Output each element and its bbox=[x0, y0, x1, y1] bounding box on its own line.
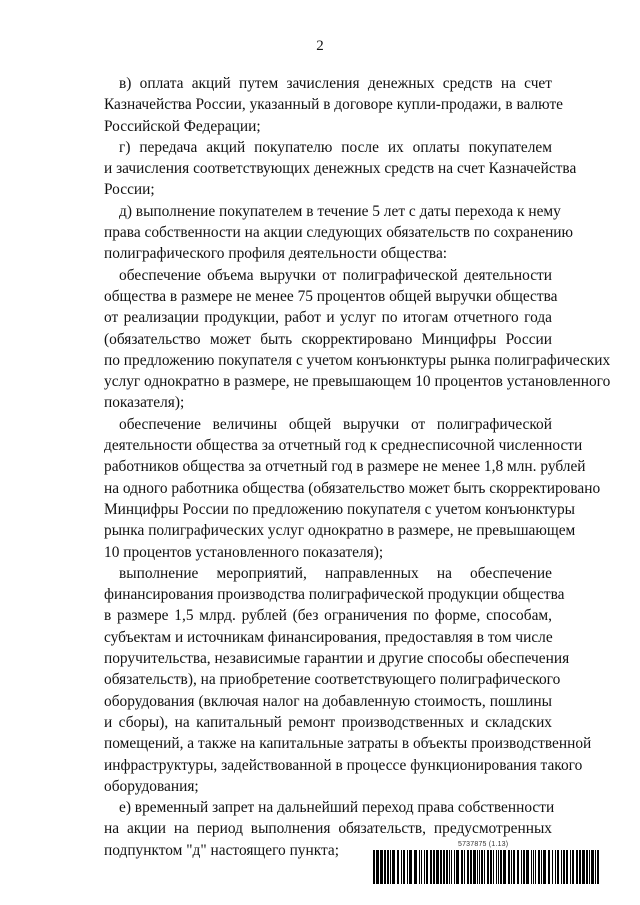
barcode-bar bbox=[487, 850, 489, 884]
barcode-bar bbox=[511, 850, 512, 884]
barcode-bar bbox=[407, 850, 408, 884]
text-line: права собственности на акции следующих обязательств по сохранению bbox=[104, 224, 574, 242]
text-line: обеспечение объема выручки от полиграфической деятельности bbox=[119, 266, 552, 284]
barcode-bar bbox=[470, 850, 472, 884]
text-line: Минцифры России по предложению покупателя с учетом конъюнктуры bbox=[104, 500, 575, 518]
barcode-bar bbox=[433, 850, 435, 884]
text-line: помещений, а также на капитальные затраты в объекты производственной bbox=[104, 735, 592, 753]
text-line: общества в размере не менее 75 процентов общей выручки общества bbox=[104, 287, 558, 305]
barcode-bar bbox=[373, 850, 375, 884]
text-line: России; bbox=[104, 181, 155, 199]
barcode-bar bbox=[481, 850, 483, 884]
barcode-bar bbox=[503, 850, 506, 884]
text-line: д) выполнение покупателем в течение 5 лет с даты перехода к нему bbox=[119, 202, 561, 220]
barcode-bar bbox=[591, 850, 594, 884]
paragraph bbox=[104, 73, 564, 137]
text-line: и зачисления соответствующих денежных средств на счет Казначейства bbox=[104, 160, 577, 178]
barcode-bar bbox=[597, 850, 599, 884]
barcode-bar bbox=[548, 850, 550, 884]
text-line: выполнение мероприятий, направленных на обеспечение bbox=[119, 564, 552, 582]
barcode-bar bbox=[414, 850, 417, 884]
barcode-bar bbox=[392, 850, 395, 884]
text-line: в) оплата акций путем зачисления денежных средств на счет bbox=[119, 75, 552, 92]
barcode-bar bbox=[424, 850, 425, 884]
text-line: полиграфического профиля деятельности общества: bbox=[104, 245, 448, 263]
text-line: подпунктом "д" настоящего пункта; bbox=[104, 841, 340, 859]
barcode-bar bbox=[421, 850, 422, 884]
document-body bbox=[104, 73, 611, 861]
barcode-bar bbox=[500, 850, 502, 884]
barcode-bar bbox=[384, 850, 386, 884]
barcode-bar bbox=[477, 850, 478, 884]
barcode-bar bbox=[484, 850, 485, 884]
barcode-bar bbox=[538, 850, 540, 884]
text-line: и сборы), на капитальный ремонт производственных и складских bbox=[104, 713, 552, 731]
barcode-bar bbox=[531, 850, 532, 884]
barcode-bar bbox=[490, 850, 492, 884]
barcode-bar bbox=[535, 850, 536, 884]
barcode-bar bbox=[387, 850, 389, 884]
text-line: деятельности общества за отчетный год к среднесписочной численности bbox=[104, 437, 583, 455]
text-line: е) временный запрет на дальнейший переход права собственности bbox=[119, 799, 555, 817]
barcode-bar bbox=[449, 850, 450, 884]
paragraph bbox=[104, 414, 601, 563]
paragraph bbox=[104, 265, 611, 414]
paragraph bbox=[104, 137, 577, 201]
barcode-bar bbox=[436, 850, 439, 884]
text-line: обязательств), на приобретение соответствующего полиграфического bbox=[104, 671, 561, 689]
barcode-bar bbox=[582, 850, 585, 884]
barcode-bar bbox=[570, 850, 571, 884]
text-line: в размере 1,5 млрд. рублей (без ограничения по форме, способам, bbox=[104, 607, 552, 625]
barcode-bar bbox=[533, 850, 534, 884]
text-line: обеспечение величины общей выручки от полиграфической bbox=[119, 415, 552, 433]
text-line: г) передача акций покупателю после их оплаты покупателем bbox=[119, 138, 552, 156]
barcode-bar bbox=[419, 850, 420, 884]
text-line: оборудования (включая налог на добавленную стоимость, пошлины bbox=[104, 692, 552, 710]
barcode-bar bbox=[461, 850, 463, 884]
barcode-bar bbox=[376, 850, 379, 884]
barcode-bar bbox=[426, 850, 428, 884]
text-line: Казначейства России, указанный в договоре купли-продажи, в валюте bbox=[104, 96, 564, 114]
barcode-bar bbox=[557, 850, 559, 884]
barcode-bar bbox=[498, 850, 499, 884]
text-line: инфраструктуры, задействованной в процессе функционирования такого bbox=[104, 756, 583, 774]
barcode-bar bbox=[563, 850, 565, 884]
text-line: рынка полиграфических услуг однократно в размере, не превышающем bbox=[104, 522, 576, 540]
barcode-bar bbox=[513, 850, 515, 884]
barcode-bar bbox=[380, 850, 383, 884]
barcode-bar bbox=[454, 850, 455, 884]
text-line: поручительства, независимые гарантии и другие способы обеспечения bbox=[104, 650, 570, 668]
barcode-bar bbox=[496, 850, 497, 884]
text-line: оборудования; bbox=[104, 777, 199, 795]
barcode-bar bbox=[456, 850, 459, 884]
text-line: Российской Федерации; bbox=[104, 117, 261, 135]
barcode-bar bbox=[479, 850, 480, 884]
barcode-bar bbox=[517, 850, 519, 884]
document-code: 5737875 (1.13) bbox=[458, 841, 509, 848]
text-line: на акции на период выполнения обязательств, предусмотренных bbox=[104, 820, 552, 838]
text-line: работников общества за отчетный год в размере не менее 1,8 млн. рублей bbox=[104, 458, 586, 476]
barcode-bar bbox=[446, 850, 448, 884]
barcode-bar bbox=[541, 850, 542, 884]
barcode-bar bbox=[576, 850, 578, 884]
barcode-bar bbox=[589, 850, 590, 884]
paragraph bbox=[104, 563, 592, 797]
barcode-bar bbox=[467, 850, 469, 884]
barcode-bar bbox=[397, 850, 399, 884]
text-line: от реализации продукции, работ и услуг по итогам отчетного года bbox=[104, 309, 552, 327]
barcode-bar bbox=[464, 850, 465, 884]
barcode-bar bbox=[586, 850, 588, 884]
text-line: субъектам и источникам финансирования, предоставляя в том числе bbox=[104, 628, 553, 646]
barcode-bar bbox=[443, 850, 445, 884]
page-number: 2 bbox=[316, 38, 324, 54]
barcode-bar bbox=[555, 850, 556, 884]
text-line: услуг однократно в размере, не превышающем 10 процентов установленного bbox=[104, 373, 611, 391]
barcode-bar bbox=[451, 850, 452, 884]
barcode-bar bbox=[595, 850, 596, 884]
barcode-bar bbox=[473, 850, 476, 884]
barcode-bar bbox=[440, 850, 442, 884]
barcode-bar bbox=[390, 850, 391, 884]
text-line: на одного работника общества (обязательство может быть скорректировано bbox=[104, 479, 601, 497]
text-line: финансирования производства полиграфической продукции общества bbox=[104, 586, 565, 604]
text-line: (обязательство может быть скорректировано Минцифры России bbox=[104, 330, 552, 348]
text-line: 10 процентов установленного показателя); bbox=[104, 543, 384, 561]
barcode-bar bbox=[401, 850, 402, 884]
barcode-bar bbox=[572, 850, 574, 884]
text-line: показателя); bbox=[104, 394, 185, 412]
paragraph bbox=[104, 201, 574, 265]
barcode-bar bbox=[403, 850, 405, 884]
barcode-bar bbox=[552, 850, 553, 884]
barcode-bar bbox=[566, 850, 568, 884]
barcode-bar bbox=[508, 850, 510, 884]
barcode-bar bbox=[493, 850, 494, 884]
barcode-bar bbox=[523, 850, 525, 884]
barcode-bar bbox=[543, 850, 546, 884]
text-line: по предложению покупателя с учетом конъюнктуры рынка полиграфических bbox=[104, 351, 611, 369]
barcode-bar bbox=[521, 850, 522, 884]
barcode-bar bbox=[526, 850, 529, 884]
barcode-bar bbox=[409, 850, 412, 884]
barcode-image bbox=[373, 850, 600, 884]
barcode-bar bbox=[430, 850, 432, 884]
barcode-bar bbox=[561, 850, 562, 884]
barcode-bar bbox=[579, 850, 581, 884]
